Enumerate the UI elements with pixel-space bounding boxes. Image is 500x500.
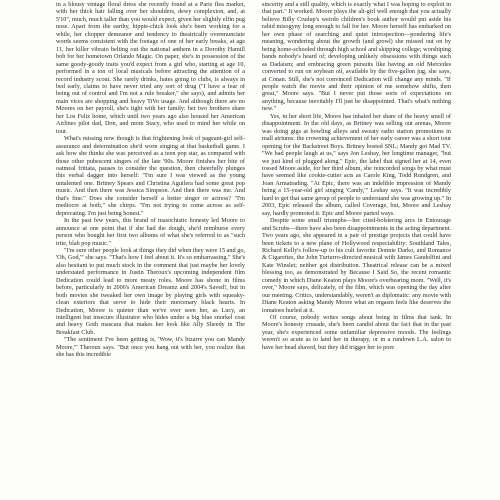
article-column-left	[56, 1, 245, 497]
paragraph: sincerity and a still quality, which is exactly what I was hoping to exploit in that part." It worked. Moore plays the alt-girl well enough that you actually believe Billy Crudup's weirdo children's book author would put aside his rabid misogyny long enough to fall for her. Moore herself has embarked on her own phase of searching and quiet introspection—pondering life's meaning, wondering about the growth (and growl) she missed out on by being home-schooled through high school and skipping college; worshiping bands nobody's heard of; developing unlikely obsessions with things such as Dadaism; and embracing green pursuits like having an old Mercedes converted to run on soybean oil, available by the five-gallon jug, she says, at Conan. Still, she's not convinced Dedication will change any minds. "If people watch the movie and their opinion of me somehow shifts, then great," Moore says. "But I never put those sorts of expectations on anything, because inevitably I'll just be disappointed. That's what's nothing new."	[262, 1, 451, 113]
paragraph: What's missing now though is that frightening look of pageant-girl self-assurance and determination she'd worn singing at that basketball game. I ask how she thinks she was perceived as a teen pop star, as compared with those other pubescent singers of the late '90s. Moore finishes her bite of oatmeal frittata, pauses to consider the question, then cheerfully plunges this verbal dagger into herself: "I'm sure I was viewed as the young untalented one. Britney Spears and Christina Aguilera had some great pop music. And then there was Jessica Simpson. And then there was me. And that's fine." Does she consider herself a better singer or actress? "I'm mediocre at both," she chirps. "I'm not trying to come across as self-deprecating. I'm just being honest."	[56, 135, 245, 217]
paragraph: "The sentiment I've been getting is, 'Wow, it's bizarre you can Mandy Moore,'" Theroux says. "But once you hang out with her, you realize that she has this incredible	[56, 336, 245, 359]
paragraph: "I'm sure other people look at things they did when they were 15 and go, 'Oh, God,'" she says. "That's how I feel about it. It's so embarrassing." She's also hesitant to put much stock in the comment that just maybe her lovely understated performance in Justin Theroux's upcoming independent film Dedication could lead to more meaty roles. Moore has shone in films before, particularly in 2006's American Dreamz and 2004's Saved!, but in both movies she tweaked her own image by playing girls with squeaky-clean exteriors that serve to hide their mercenary black hearts. In Dedication, Moore is quieter than we've ever seen her, as Lucy, an intelligent but insecure illustrator who hides under a big blue snorkel coat and heavy Goth mascara that makes her look like Ally Sheedy in The Breakfast Club.	[56, 246, 245, 336]
paragraph: Of course, nobody writes songs about being in films that tank. In Moore's honesty crusade, she's been candid about the fact that in the past year, she's experienced some unfamiliar depressive moods. The feelings weren't so acute as to land her in therapy, or in a rundown L.A. salon to have her head shaved, but they did trigger her to pore	[262, 314, 451, 351]
article-column-right	[262, 1, 451, 497]
paragraph: in a blousy vintage floral dress she recently found at a Paris flea market, with her thick hair falling over her shoulders, dewy complexion, and, at 5'10", much, much taller than you would expect, given her slightly elfin pug nose. Apart from the earthy, hippie-chick look she's been working for a while, her chopper demeanor and tendency to theatrically overenunciate words seems consistent with the footage of one of her early breaks, at age 11, her killer vibrato belting out the national anthem in a Dorothy Hamill bob for her hometown Orlando Magic. On paper, she's in possession of the same goody-goody traits you'd expect from a girl who, starting at age 10, performed in a ton of local musicals before attracting the attention of a record industry scout. She rarely drinks, hates going to clubs, is always in bed early, claims to have never tried any sort of drug ("I have a fear of being out of control and I'm not a rule breaker," she says), and admits her main vices are shopping and heavy TiVo usage. And although there are no Moores on her payroll, she's tight with her family: her two brothers share her Los Feliz home, which until two years ago also housed her American Airlines pilot dad, Don, and mom Stacy, who used to mind her while on tour.	[56, 1, 245, 135]
paragraph: Despite some small triumphs—her cited-bolstering arcs in Entourage and Scrubs—there have also been disappointments in the acting department. Two years ago, she appeared in a pair of prestige projects that could have been tickets to a new plane of Hollywood respectability: Southland Tales, Richard Kelly's follow-up to his cult favorite Donnie Darko, and Romance & Cigarettes, the John Turturro-directed musical with James Gandolfini and Kate Winslet; neither got distribution. Theatrical release can be a mixed blessing too, as demonstrated by Because I Said So, the recent romantic comedy in which Diane Keaton plays Moore's overbearing mom. "Well, it's over," Moore says, delicately, of the film, which was opening the day after our meeting. Critics, understandably, weren't as diplomatic: any movie with Diane Keaton asking Mandy Moore what an orgasm feels like deserves the tomatoes hurled at it.	[262, 217, 451, 314]
paragraph: Yes, in her short life, Moore has inhaled her share of the heavy smell of disappointment. In the old days, as Britney was selling out arenas, Moore was doing gigs at bowling alleys and sweaty radio station promotions in mall atriums: the crowning achievement of her early career was a short tour opening for the Backstreet Boys. Britney hosted SNL; Mandy got Mad TV. "We had people laugh at us," says Jon Leshay, her longtime manager, "but we just kind of plugged along." Epic, the label that signed her at 14, even tossed Moore aside, for her third album, she reincorded songs by what must have seemed like cookie-cutter acts as Carole King, Todd Rundgren, and Joan Armatrading. "At Epic, there was an indelible impression of Mandy being a 15-year-old girl singing 'Candy,'" Leshay says. "It was incredibly hard to get that same group of people to understand she was growing up." In 2003, Epic released the album, called Coverage, but, Moore and Leshay say, hardly promoted it. Epic and Moore parted ways.	[262, 112, 451, 217]
paragraph: In the past few years, this brand of masochistic honesty led Moore to announce at one point that if she had the dough, she'd reimburse every person who bought her first two albums of what she's referred to as "such trite, blah pop music."	[56, 217, 245, 247]
